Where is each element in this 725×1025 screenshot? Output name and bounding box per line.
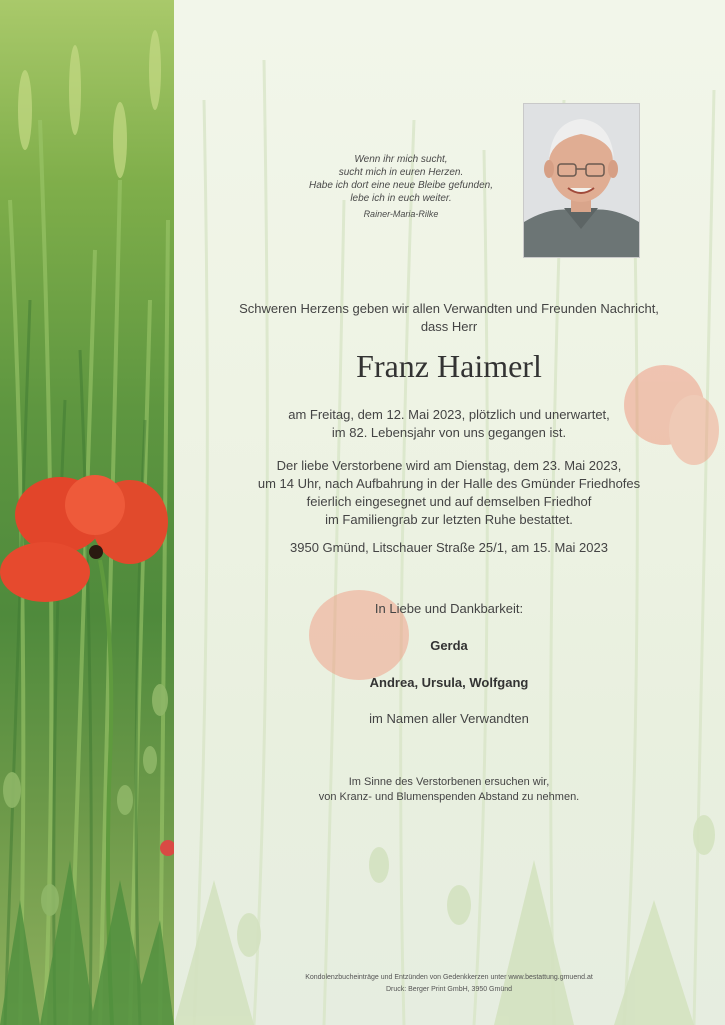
deceased-name: Franz Haimerl: [356, 348, 542, 384]
footer-condolence-line: Kondolenzbucheinträge und Entzünden von Gedenkkerzen unter www.bestattung.gmuend.at: [305, 974, 593, 981]
announcement-line: dass Herr: [420, 319, 478, 334]
announcement-line: Schweren Herzens geben wir allen Verwandten und Freunden Nachricht,: [239, 301, 659, 316]
quote-line: Wenn ihr mich sucht,: [354, 154, 448, 165]
quote-author: Rainer-Maria-Rilke: [363, 209, 439, 219]
relatives-note: im Namen aller Verwandten: [369, 711, 529, 726]
funeral-info: [214, 457, 684, 529]
funeral-info-line: feierlich eingesegnet und auf demselben Friedhof: [306, 494, 592, 509]
quote-line: lebe ich in euch weiter.: [350, 193, 452, 204]
funeral-info-line: im Familiengrab zur letzten Ruhe bestattet.: [325, 512, 573, 527]
request-line: Im Sinne des Verstorbenen ersuchen wir,: [348, 776, 550, 788]
quote-line: sucht mich in euren Herzen.: [338, 167, 464, 178]
funeral-info-line: um 14 Uhr, nach Aufbahrung in der Halle des Gmünder Friedhofes: [257, 476, 641, 491]
quote-line: Habe ich dort eine neue Bleibe gefunden,: [308, 180, 494, 191]
memorial-quote: [296, 153, 506, 221]
place-and-date: 3950 Gmünd, Litschauer Straße 25/1, am 15. Mai 2023: [290, 540, 608, 555]
death-info-line: im 82. Lebensjahr von uns gegangen ist.: [331, 425, 567, 440]
footer-printer-line: Druck: Berger Print GmbH, 3950 Gmünd: [385, 986, 513, 993]
death-info-line: am Freitag, dem 12. Mai 2023, plötzlich und unerwartet,: [288, 407, 610, 422]
mourner-names: Andrea, Ursula, Wolfgang: [369, 675, 529, 690]
mourner-name: Gerda: [430, 638, 468, 653]
mourners-intro: In Liebe und Dankbarkeit:: [374, 601, 524, 616]
deceased-portrait-photo: [523, 103, 640, 258]
death-info: [214, 406, 684, 442]
request-line: von Kranz- und Blumenspenden Abstand zu nehmen.: [318, 791, 580, 803]
funeral-info-line: Der liebe Verstorbene wird am Dienstag, dem 23. Mai 2023,: [276, 458, 622, 473]
announcement-text: [214, 300, 684, 336]
obituary-notice: [174, 0, 725, 1025]
poppy-field-photo: [0, 0, 174, 1025]
donation-request: [214, 775, 684, 805]
footer: [214, 972, 684, 996]
